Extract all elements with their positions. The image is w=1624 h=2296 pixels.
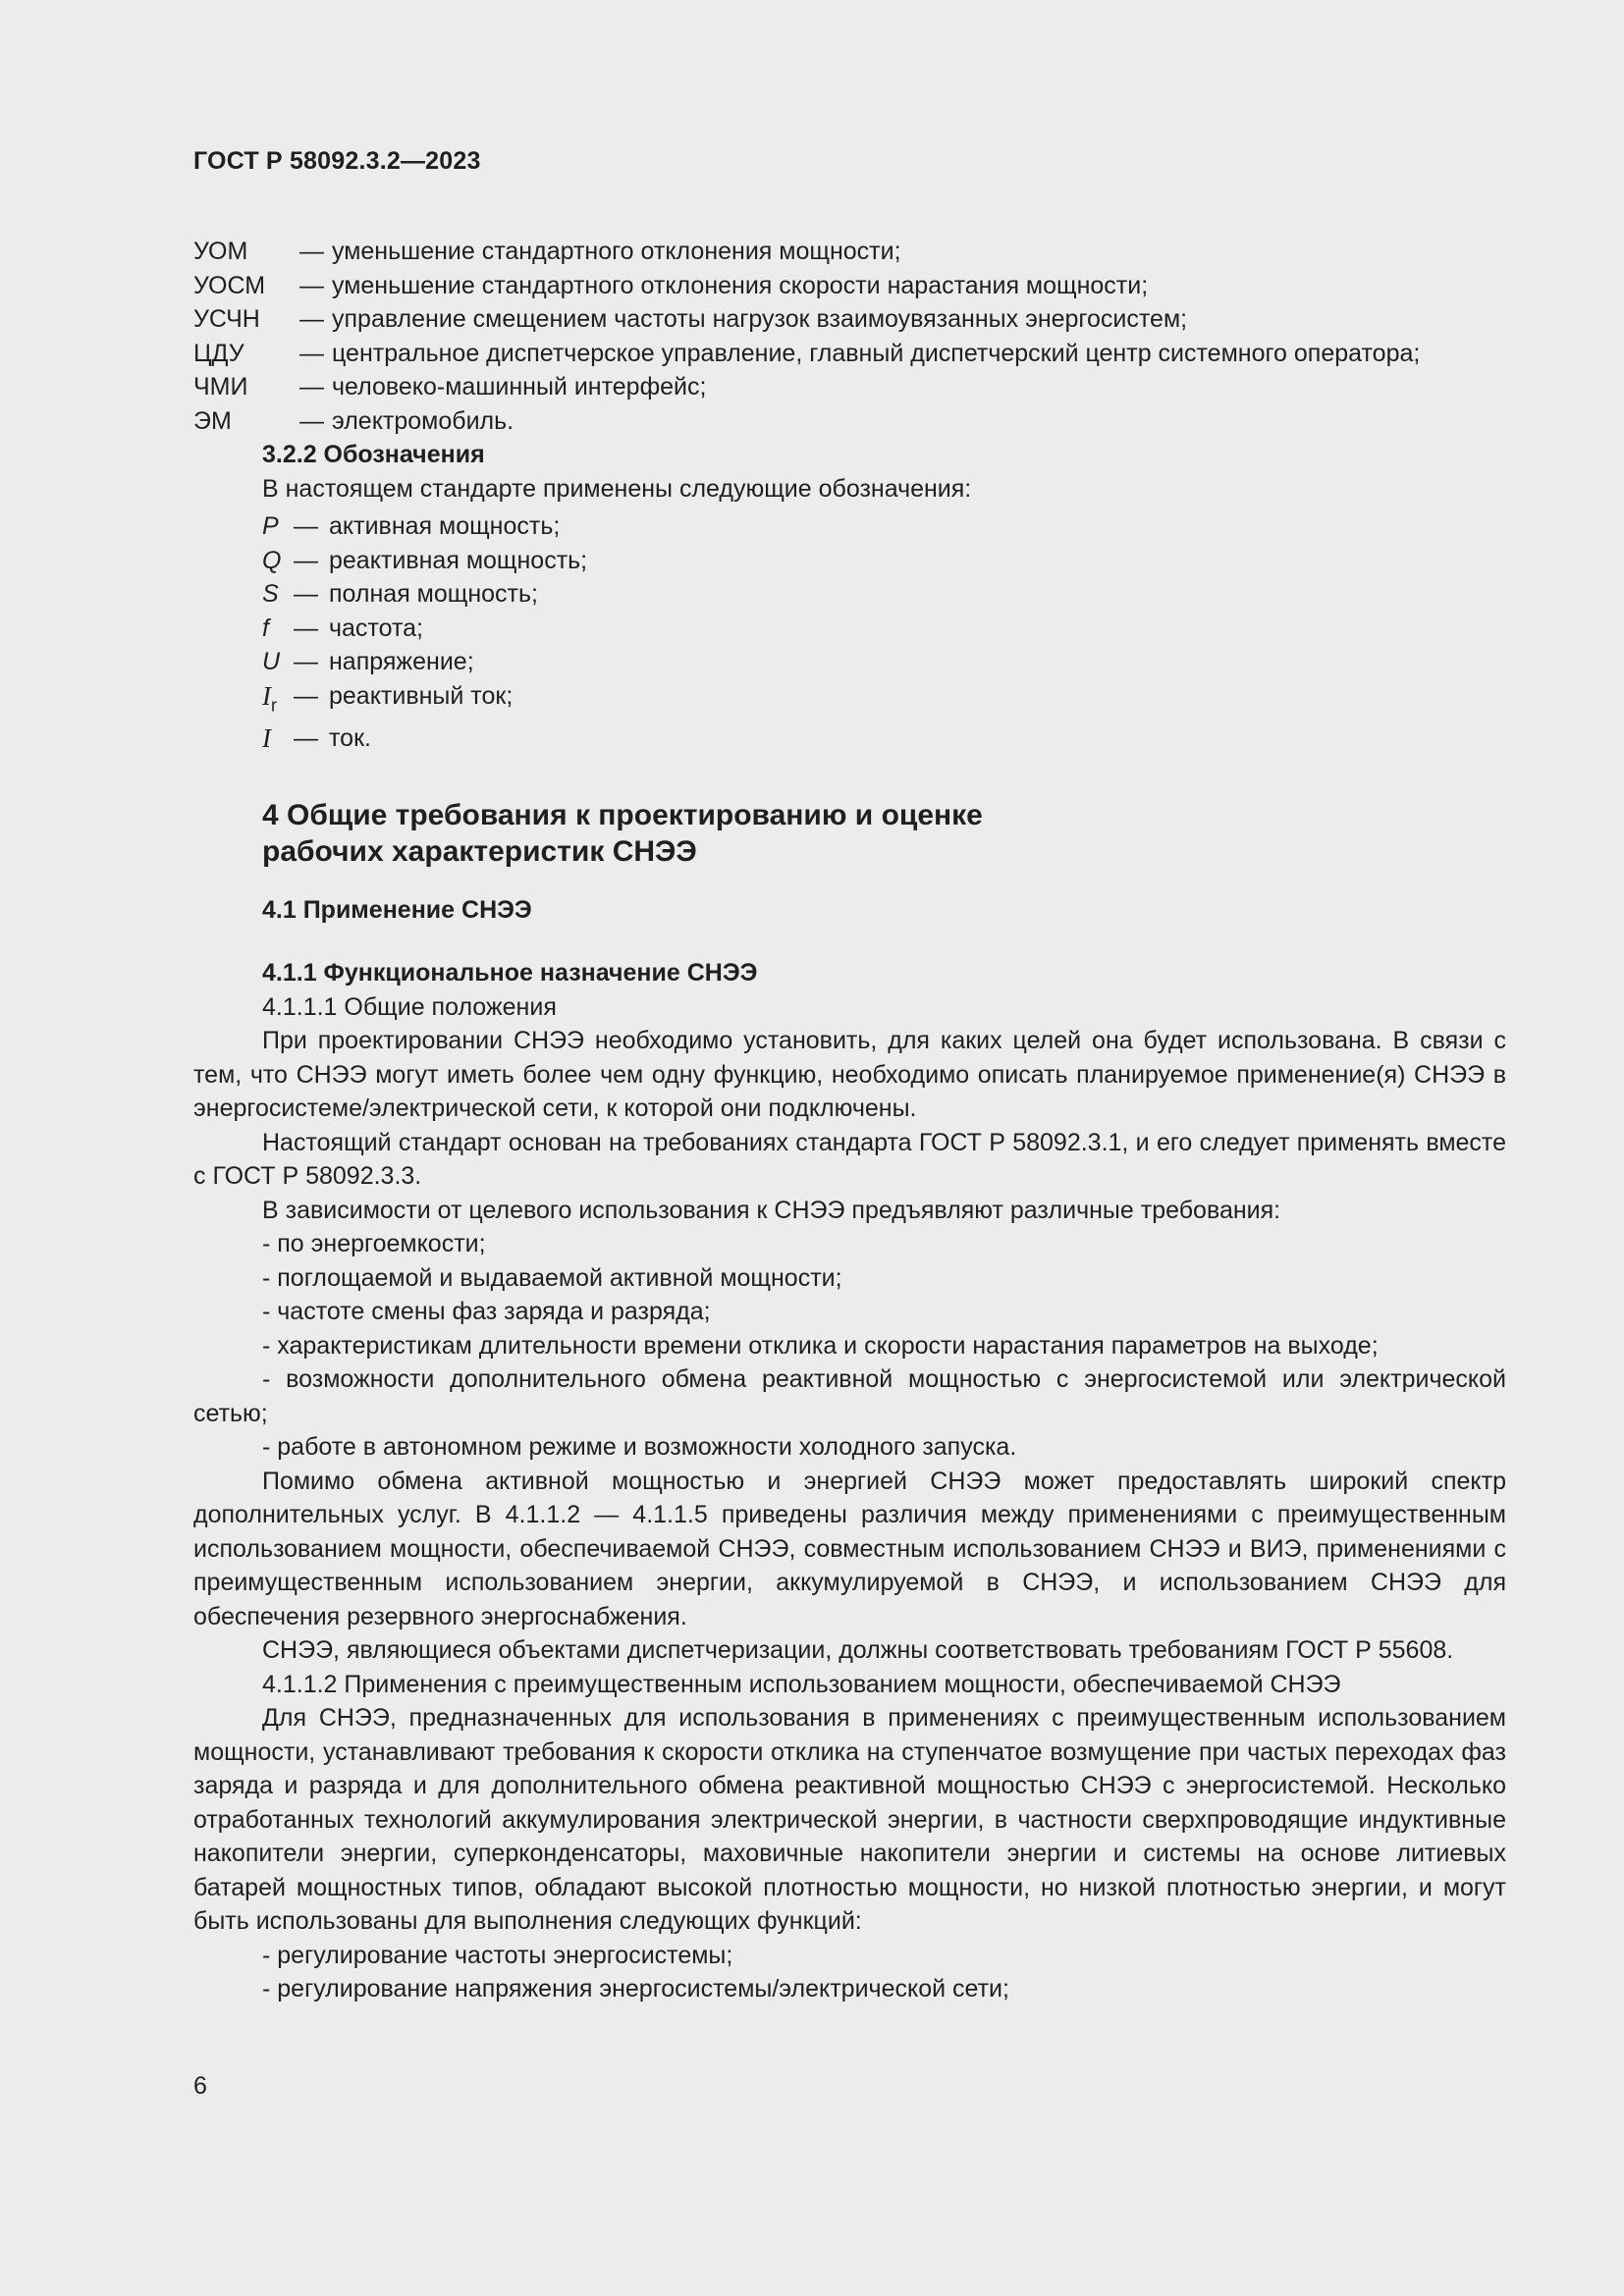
symbols-intro: В настоящем стандарте применены следующие обозначения: [262, 474, 972, 503]
symbol-definition: полная мощность; [329, 580, 538, 608]
symbol-dash: — [294, 681, 318, 710]
abbreviation-definition: уменьшение стандартного отклонения скорости нарастания мощности; [332, 271, 1149, 299]
abbreviation-term: ЭМ [193, 406, 232, 435]
symbol-term [262, 679, 294, 722]
paragraph: В зависимости от целевого использования к СНЭЭ предъявляют различные требования: [262, 1196, 1281, 1224]
abbreviation-definition: электромобиль. [332, 406, 514, 435]
symbol-letter: U [262, 648, 281, 675]
symbol-letter: I [262, 680, 271, 711]
symbol-letter: I [262, 723, 271, 754]
symbol-letter: P [262, 512, 279, 540]
section-4-title [262, 797, 1126, 870]
symbol-term [262, 509, 294, 544]
symbol-row [262, 612, 1506, 646]
abbreviation-term: УОСМ [193, 271, 266, 299]
list-item: - по энергоемкости; [262, 1230, 486, 1258]
section-title-line: 4 Общие требования к проектированию и оценке [262, 798, 983, 831]
symbol-term [262, 544, 294, 578]
symbol-definition: ток. [329, 724, 371, 753]
symbol-term [262, 721, 294, 756]
symbol-dash: — [294, 580, 318, 608]
abbreviation-dash: — [299, 305, 324, 333]
symbol-term [262, 577, 294, 612]
section-title-line: рабочих характеристик СНЭЭ [262, 834, 697, 868]
symbol-dash: — [294, 724, 318, 753]
symbols-list [193, 509, 1506, 756]
symbol-definition: частота; [329, 614, 423, 642]
abbreviation-row [193, 370, 1506, 404]
symbol-definition: напряжение; [329, 648, 474, 675]
abbreviation-definition: уменьшение стандартного отклонения мощности; [332, 238, 901, 265]
abbreviation-term: ЦДУ [193, 339, 244, 367]
requirements-list [193, 1227, 1506, 1465]
abbreviation-dash: — [299, 373, 324, 400]
symbol-dash: — [294, 614, 318, 642]
subsection-heading-4-1: 4.1 Применение СНЭЭ [262, 895, 532, 924]
symbol-row [262, 509, 1506, 544]
list-item: - возможности дополнительного обмена реактивной мощностью с энергосистемой или электрической сетью; [193, 1365, 1506, 1427]
abbreviation-term: УСЧН [193, 305, 260, 333]
paragraph: СНЭЭ, являющиеся объектами диспетчеризации, должны соответствовать требованиям ГОСТ Р 55608. [262, 1636, 1454, 1665]
symbol-row [262, 645, 1506, 679]
symbol-dash: — [294, 648, 318, 675]
symbol-row [262, 577, 1506, 612]
abbreviation-term: ЧМИ [193, 373, 248, 400]
abbreviation-definition: человеко-машинный интерфейс; [332, 373, 707, 400]
abbreviation-row [193, 302, 1506, 337]
list-item: - работе в автономном режиме и возможности холодного запуска. [262, 1433, 1017, 1462]
list-item: - регулирование частоты энергосистемы; [262, 1941, 733, 1969]
abbreviations-list [193, 235, 1506, 438]
abbreviation-row [193, 235, 1506, 269]
symbol-letter: S [262, 580, 279, 608]
paragraph: При проектировании СНЭЭ необходимо установить, для каких целей она будет использована. В связи с тем, что СНЭЭ могут иметь более чем одну функцию, необходимо описать планируемое применение(я) СНЭЭ в энергосистеме/электрической сети, к которой они подключены. [193, 1027, 1506, 1123]
paragraph: Настоящий стандарт основан на требованиях стандарта ГОСТ Р 58092.3.1, и его следует применять вместе с ГОСТ Р 58092.3.3. [193, 1128, 1506, 1191]
symbol-row [262, 544, 1506, 578]
list-item: - частоте смены фаз заряда и разряда; [262, 1298, 711, 1326]
abbreviation-dash: — [299, 238, 324, 265]
abbreviation-row [193, 404, 1506, 439]
paragraph: Для СНЭЭ, предназначенных для использования в применениях с преимущественным использованием мощности, устанавливают требования к скорости отклика на ступенчатое возмущение при частых переходах фаз заряда и разряда и для дополнительного обмена реактивной мощностью СНЭЭ с энергосистемой. Несколько отработанных технологий аккумулирования электрической энергии, в частности сверхпроводящие индуктивные накопители энергии, суперконденсаторы, маховичные накопители энергии и системы на основе литиевых батарей мощностных типов, обладают высокой плотностью мощности, но низкой плотностью энергии, и могут быть использованы для выполнения следующих функций: [193, 1704, 1506, 1936]
document-header: ГОСТ Р 58092.3.2—2023 [193, 147, 481, 175]
page-number: 6 [193, 2072, 207, 2100]
symbol-row [262, 721, 1506, 756]
symbol-dash: — [294, 546, 318, 574]
symbols-heading: 3.2.2 Обозначения [262, 441, 485, 468]
symbol-term [262, 645, 294, 679]
symbol-subscript: r [271, 694, 277, 715]
symbol-definition: реактивный ток; [329, 681, 514, 710]
paragraph: Помимо обмена активной мощностью и энергией СНЭЭ может предоставлять широкий спектр дополнительных услуг. В 4.1.1.2 — 4.1.1.5 приведены различия между применениями с преимущественным использованием мощности, обеспечиваемой СНЭЭ, совместным использованием СНЭЭ и ВИЭ, применениями с преимущественным использованием энергии, аккумулируемой в СНЭЭ, и использованием СНЭЭ для обеспечения резервного энергоснабжения. [193, 1467, 1506, 1630]
abbreviation-term: УОМ [193, 238, 248, 265]
subsection-heading-4-1-1-2: 4.1.1.2 Применения с преимущественным использованием мощности, обеспечиваемой СНЭЭ [262, 1670, 1341, 1698]
abbreviation-dash: — [299, 271, 324, 299]
symbol-letter: f [262, 614, 269, 642]
symbol-definition: реактивная мощность; [329, 546, 588, 574]
document-body [193, 235, 1506, 2006]
list-item: - характеристикам длительности времени отклика и скорости нарастания параметров на выходе; [262, 1331, 1379, 1360]
list-item: - регулирование напряжения энергосистемы/электрической сети; [262, 1975, 1009, 2003]
abbreviation-definition: управление смещением частоты нагрузок взаимоувязанных энергосистем; [332, 305, 1188, 333]
symbol-definition: активная мощность; [329, 512, 561, 540]
abbreviation-definition: центральное диспетчерское управление, главный диспетчерский центр системного оператора; [332, 339, 1421, 367]
symbol-letter: Q [262, 546, 282, 574]
abbreviation-row [193, 337, 1506, 371]
symbol-term [262, 612, 294, 646]
subsection-heading-4-1-1: 4.1.1 Функциональное назначение СНЭЭ [262, 959, 758, 988]
symbol-dash: — [294, 512, 318, 540]
subsection-heading-4-1-1-1: 4.1.1.1 Общие положения [262, 992, 557, 1021]
abbreviation-dash: — [299, 339, 324, 367]
functions-list [193, 1939, 1506, 2006]
list-item: - поглощаемой и выдаваемой активной мощности; [262, 1263, 842, 1292]
symbol-row [262, 679, 1506, 722]
abbreviation-row [193, 269, 1506, 303]
abbreviation-dash: — [299, 406, 324, 435]
